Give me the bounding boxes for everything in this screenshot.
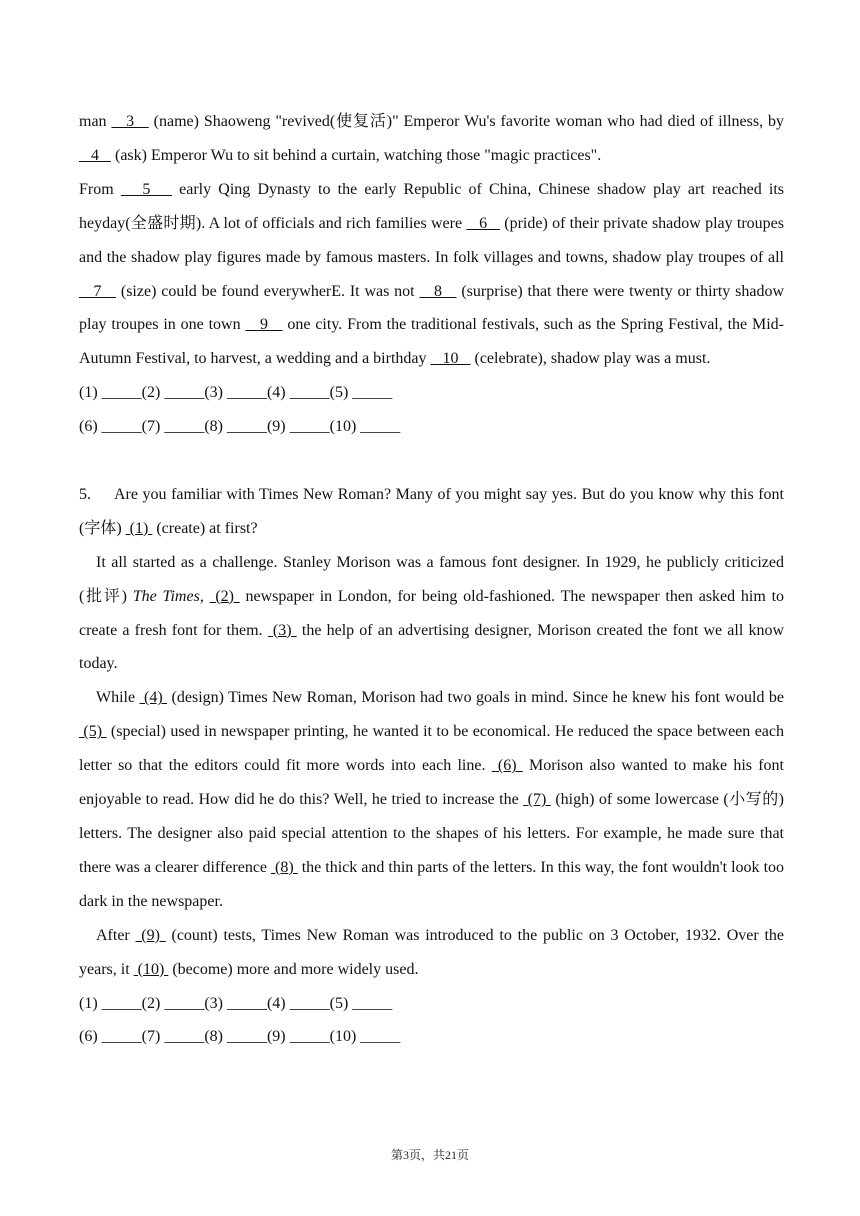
- passage5-answer-row-2: (6) _____(7) _____(8) _____(9) _____(10) _____: [79, 1028, 401, 1046]
- text-run: (count) tests, Times New Roman was introduced to the public on 3 October, 1932. Over the years, it: [79, 926, 784, 978]
- answer-blank: (1): [125, 519, 153, 537]
- answer-blank: 8: [419, 282, 457, 300]
- text-run: Are you familiar with Times New Roman? Many of you might say yes. But do you know why this font (字体): [79, 485, 784, 537]
- text-run: ,: [199, 587, 210, 605]
- passage4-paragraph-2: [79, 173, 784, 376]
- text-run: After: [96, 926, 136, 944]
- answer-blank: 6: [466, 214, 500, 232]
- passage4-answer-row-2: (6) _____(7) _____(8) _____(9) _____(10) _____: [79, 418, 401, 436]
- text-run: early Qing Dynasty to the early Republic of China, Chinese shadow play art reached its heyday(全盛时期). A lot of officials and rich families were: [79, 180, 785, 232]
- text-run: the thick and thin parts of the letters. In this way, the font wouldn't look too dark in the newspaper.: [79, 858, 785, 910]
- text-run: (create) at first?: [152, 519, 258, 537]
- answer-blank: 7: [79, 282, 117, 300]
- text-run: It all started as a challenge. Stanley Morison was a famous font designer. In 1929, he publicly criticized (批评): [79, 553, 784, 605]
- text-run: man: [79, 113, 112, 130]
- passage4-paragraph-1: [79, 105, 784, 173]
- passage4-answer-row-1: (1) _____(2) _____(3) _____(4) _____(5) _____: [79, 384, 393, 402]
- page-content: [79, 105, 784, 1054]
- text-run: one city. From the traditional festivals, such as the Spring Festival, the Mid-Autumn Festival, to harvest, a wedding and a birthday: [79, 316, 784, 368]
- text-run: (ask) Emperor Wu to sit behind a curtain, watching those "magic practices".: [111, 146, 602, 164]
- answer-blank: (7): [523, 791, 551, 809]
- text-run: (name) Shaoweng "revived(使复活)" Emperor Wu's favorite woman who had died of illness, by: [148, 113, 784, 130]
- text-run: (pride) of their private shadow play troupes and the shadow play figures made by famous masters. In folk villages and towns, shadow play troupes of all: [79, 214, 785, 266]
- text-run: (celebrate), shadow play was a must.: [470, 350, 711, 368]
- passage5-paragraph-1: [79, 478, 784, 546]
- page-footer: 第3页，共21页: [390, 1148, 469, 1162]
- answer-blank: (3): [267, 621, 297, 639]
- text-run: the help of an advertising designer, Morison created the font we all know today.: [79, 621, 785, 673]
- text-run: (become) more and more widely used.: [168, 960, 419, 978]
- question-number: 5.: [79, 485, 91, 503]
- answer-blank: (5): [79, 723, 107, 741]
- section-spacer: [79, 444, 784, 478]
- answer-blank: (4): [139, 689, 168, 707]
- passage5-answer-row-1: (1) _____(2) _____(3) _____(4) _____(5) _____: [79, 994, 393, 1012]
- answer-blank: (9): [135, 926, 166, 944]
- text-run: Morison also wanted to make his font enjoyable to read. How did he do this? Well, he tried to increase the: [79, 757, 784, 809]
- passage5-paragraph-2: [79, 546, 784, 682]
- answer-blank: (6): [491, 757, 523, 775]
- answer-blank: (8): [271, 858, 298, 876]
- text-run: (size) could be found everywherE. It was not: [116, 282, 420, 300]
- text-run: (design) Times New Roman, Morison had two goals in mind. Since he knew his font would be: [167, 689, 785, 707]
- text-run: From: [79, 180, 121, 198]
- italic-text: The Times: [132, 587, 200, 605]
- text-run: (surprise) that there were twenty or thirty shadow play troupes in one town: [79, 282, 785, 334]
- text-run: (special) used in newspaper printing, he wanted it to be economical. He reduced the space between each letter so that the editors could fit more words into each line.: [79, 723, 785, 775]
- answer-blank: (10): [133, 960, 169, 978]
- text-run: (high) of some lowercase (小写的) letters. The designer also paid special attention to the shapes of his letters. For example, he made sure that there was a clearer difference: [79, 791, 785, 876]
- answer-blank: 5: [120, 180, 172, 198]
- passage5-paragraph-1-text: [79, 486, 784, 537]
- answer-blank: 9: [245, 316, 283, 334]
- passage5-paragraph-3: [79, 681, 784, 918]
- text-run: While: [96, 689, 140, 707]
- text-run: newspaper in London, for being old-fashioned. The newspaper then asked him to create a fresh font for them.: [79, 587, 785, 639]
- answer-blank: 10: [430, 350, 471, 368]
- passage5-paragraph-4: [79, 919, 784, 987]
- answer-blank: (2): [209, 587, 240, 605]
- answer-blank: 3: [111, 113, 149, 130]
- answer-blank: 4: [79, 146, 111, 164]
